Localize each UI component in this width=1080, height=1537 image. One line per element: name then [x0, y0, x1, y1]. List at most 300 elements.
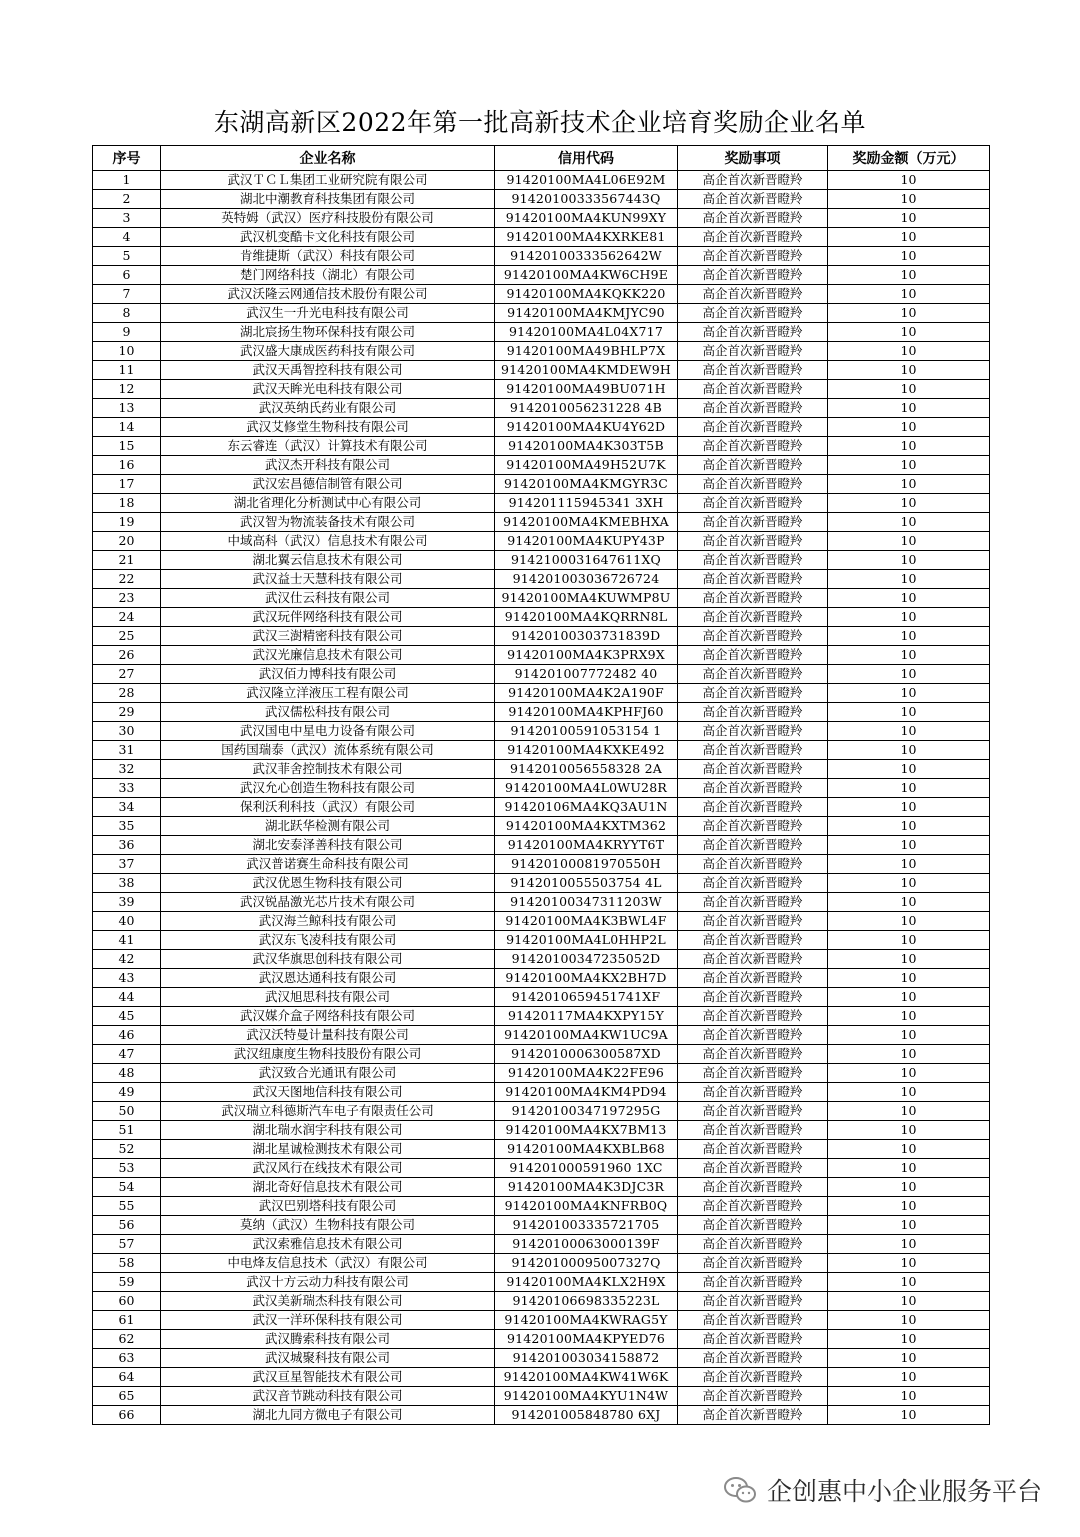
row-credit-code: 91420100MA4KXKE492 [495, 741, 678, 760]
row-award-amount: 10 [828, 931, 990, 950]
row-company-name: 武汉一洋环保科技有限公司 [161, 1311, 495, 1330]
row-award-amount: 10 [828, 266, 990, 285]
row-award-item: 高企首次新晋瞪羚 [678, 646, 828, 665]
table-row [93, 1178, 990, 1197]
row-award-amount: 10 [828, 703, 990, 722]
row-award-item: 高企首次新晋瞪羚 [678, 836, 828, 855]
row-credit-code: 91420106MA4KQ3AU1N [495, 798, 678, 817]
row-index: 8 [93, 304, 161, 323]
row-award-item: 高企首次新晋瞪羚 [678, 1273, 828, 1292]
row-index: 14 [93, 418, 161, 437]
table-row [93, 817, 990, 836]
row-company-name: 武汉十方云动力科技有限公司 [161, 1273, 495, 1292]
row-index: 62 [93, 1330, 161, 1349]
row-credit-code: 91420100303731839D [495, 627, 678, 646]
table-row [93, 1406, 990, 1425]
row-company-name: 武汉优恩生物科技有限公司 [161, 874, 495, 893]
row-index: 13 [93, 399, 161, 418]
row-company-name: 武汉风行在线技术有限公司 [161, 1159, 495, 1178]
row-company-name: 武汉英纳氏药业有限公司 [161, 399, 495, 418]
row-award-amount: 10 [828, 1121, 990, 1140]
table-row [93, 361, 990, 380]
row-award-amount: 10 [828, 494, 990, 513]
table-row [93, 912, 990, 931]
row-index: 22 [93, 570, 161, 589]
row-award-item: 高企首次新晋瞪羚 [678, 893, 828, 912]
row-credit-code: 914201003036726724 [495, 570, 678, 589]
header-index: 序号 [93, 146, 161, 171]
row-credit-code: 91420100MA4KXBLB68 [495, 1140, 678, 1159]
table-row [93, 380, 990, 399]
row-credit-code: 91420100MA49BHLP7X [495, 342, 678, 361]
row-award-item: 高企首次新晋瞪羚 [678, 418, 828, 437]
row-company-name: 武汉玩伴网络科技有限公司 [161, 608, 495, 627]
row-credit-code: 91420100MA4KQKK220 [495, 285, 678, 304]
row-index: 66 [93, 1406, 161, 1425]
row-index: 61 [93, 1311, 161, 1330]
row-award-amount: 10 [828, 874, 990, 893]
table-row [93, 893, 990, 912]
row-index: 18 [93, 494, 161, 513]
table-row [93, 836, 990, 855]
row-company-name: 武汉旭思科技有限公司 [161, 988, 495, 1007]
row-award-amount: 10 [828, 1406, 990, 1425]
table-row [93, 855, 990, 874]
row-credit-code: 91420100MA4KMGYR3C [495, 475, 678, 494]
row-company-name: 武汉隆立洋液压工程有限公司 [161, 684, 495, 703]
table-row [93, 1292, 990, 1311]
row-credit-code: 91420100347197295G [495, 1102, 678, 1121]
row-index: 11 [93, 361, 161, 380]
row-index: 25 [93, 627, 161, 646]
table-row [93, 665, 990, 684]
row-credit-code: 91420100333562642W [495, 247, 678, 266]
row-credit-code: 91420100MA4KX2BH7D [495, 969, 678, 988]
row-credit-code: 91420100MA4KMDEW9H [495, 361, 678, 380]
row-index: 10 [93, 342, 161, 361]
row-index: 44 [93, 988, 161, 1007]
row-award-amount: 10 [828, 1216, 990, 1235]
row-company-name: 武汉三澍精密科技有限公司 [161, 627, 495, 646]
row-company-name: 武汉天图地信科技有限公司 [161, 1083, 495, 1102]
row-index: 3 [93, 209, 161, 228]
row-credit-code: 91420100MA4KMJYC90 [495, 304, 678, 323]
row-company-name: 湖北中潮教育科技集团有限公司 [161, 190, 495, 209]
row-award-amount: 10 [828, 1292, 990, 1311]
row-award-item: 高企首次新晋瞪羚 [678, 988, 828, 1007]
row-award-item: 高企首次新晋瞪羚 [678, 684, 828, 703]
row-award-amount: 10 [828, 988, 990, 1007]
table-row [93, 1216, 990, 1235]
row-award-item: 高企首次新晋瞪羚 [678, 608, 828, 627]
row-credit-code: 91420100MA4KUPY43P [495, 532, 678, 551]
row-award-item: 高企首次新晋瞪羚 [678, 304, 828, 323]
row-index: 50 [93, 1102, 161, 1121]
row-credit-code: 91420106698335223L [495, 1292, 678, 1311]
row-award-item: 高企首次新晋瞪羚 [678, 1083, 828, 1102]
row-award-item: 高企首次新晋瞪羚 [678, 760, 828, 779]
row-award-amount: 10 [828, 1007, 990, 1026]
table-row [93, 1026, 990, 1045]
row-award-amount: 10 [828, 418, 990, 437]
row-award-item: 高企首次新晋瞪羚 [678, 950, 828, 969]
row-index: 36 [93, 836, 161, 855]
table-row [93, 456, 990, 475]
table-row [93, 247, 990, 266]
row-credit-code: 91420100MA4KUWMP8U [495, 589, 678, 608]
row-company-name: 武汉致合光通讯有限公司 [161, 1064, 495, 1083]
row-company-name: 武汉机变酷卡文化科技有限公司 [161, 228, 495, 247]
table-row [93, 1083, 990, 1102]
row-award-item: 高企首次新晋瞪羚 [678, 1406, 828, 1425]
row-credit-code: 91420100591053154 1 [495, 722, 678, 741]
row-company-name: 莫纳（武汉）生物科技有限公司 [161, 1216, 495, 1235]
row-award-amount: 10 [828, 855, 990, 874]
row-index: 9 [93, 323, 161, 342]
row-index: 57 [93, 1235, 161, 1254]
row-award-amount: 10 [828, 171, 990, 190]
row-index: 49 [93, 1083, 161, 1102]
row-company-name: 武汉生一升光电科技有限公司 [161, 304, 495, 323]
row-credit-code: 9142010056231228 4B [495, 399, 678, 418]
row-company-name: 武汉腾索科技有限公司 [161, 1330, 495, 1349]
row-award-amount: 10 [828, 304, 990, 323]
row-credit-code: 91420100MA4L0WU28R [495, 779, 678, 798]
row-award-amount: 10 [828, 665, 990, 684]
row-credit-code: 91420100MA4KPYED76 [495, 1330, 678, 1349]
row-company-name: 武汉索雅信息技术有限公司 [161, 1235, 495, 1254]
row-index: 47 [93, 1045, 161, 1064]
row-award-amount: 10 [828, 399, 990, 418]
row-award-amount: 10 [828, 551, 990, 570]
row-credit-code: 91420100MA4KUN99XY [495, 209, 678, 228]
row-award-amount: 10 [828, 1330, 990, 1349]
row-index: 34 [93, 798, 161, 817]
table-row [93, 1102, 990, 1121]
header-company-name: 企业名称 [161, 146, 495, 171]
row-company-name: 武汉城聚科技有限公司 [161, 1349, 495, 1368]
row-index: 2 [93, 190, 161, 209]
table-row [93, 703, 990, 722]
row-award-amount: 10 [828, 1178, 990, 1197]
row-index: 32 [93, 760, 161, 779]
table-row [93, 1140, 990, 1159]
row-credit-code: 914201115945341 3XH [495, 494, 678, 513]
table-row [93, 266, 990, 285]
row-award-amount: 10 [828, 779, 990, 798]
row-award-item: 高企首次新晋瞪羚 [678, 931, 828, 950]
header-award-item: 奖励事项 [678, 146, 828, 171]
row-award-amount: 10 [828, 323, 990, 342]
table-row [93, 760, 990, 779]
row-award-amount: 10 [828, 1102, 990, 1121]
row-award-item: 高企首次新晋瞪羚 [678, 722, 828, 741]
row-index: 7 [93, 285, 161, 304]
row-company-name: 湖北省理化分析测试中心有限公司 [161, 494, 495, 513]
row-award-item: 高企首次新晋瞪羚 [678, 1292, 828, 1311]
row-index: 6 [93, 266, 161, 285]
table-row [93, 190, 990, 209]
row-award-item: 高企首次新晋瞪羚 [678, 475, 828, 494]
row-index: 4 [93, 228, 161, 247]
table-row [93, 1387, 990, 1406]
row-company-name: 武汉佰力博科技有限公司 [161, 665, 495, 684]
row-award-item: 高企首次新晋瞪羚 [678, 380, 828, 399]
row-company-name: 武汉海兰鲸科技有限公司 [161, 912, 495, 931]
row-company-name: 武汉亘星智能技术有限公司 [161, 1368, 495, 1387]
row-index: 56 [93, 1216, 161, 1235]
table-row [93, 1064, 990, 1083]
row-index: 38 [93, 874, 161, 893]
row-credit-code: 91420100MA4K22FE96 [495, 1064, 678, 1083]
row-company-name: 英特姆（武汉）医疗科技股份有限公司 [161, 209, 495, 228]
row-index: 54 [93, 1178, 161, 1197]
table-row [93, 304, 990, 323]
row-award-amount: 10 [828, 741, 990, 760]
row-award-amount: 10 [828, 1083, 990, 1102]
row-award-amount: 10 [828, 722, 990, 741]
row-award-amount: 10 [828, 836, 990, 855]
table-row [93, 627, 990, 646]
row-award-item: 高企首次新晋瞪羚 [678, 285, 828, 304]
row-award-item: 高企首次新晋瞪羚 [678, 741, 828, 760]
table-row [93, 608, 990, 627]
row-award-item: 高企首次新晋瞪羚 [678, 1045, 828, 1064]
row-award-item: 高企首次新晋瞪羚 [678, 969, 828, 988]
row-award-item: 高企首次新晋瞪羚 [678, 1254, 828, 1273]
row-index: 41 [93, 931, 161, 950]
row-credit-code: 91420100MA4KLX2H9X [495, 1273, 678, 1292]
row-award-item: 高企首次新晋瞪羚 [678, 209, 828, 228]
row-company-name: 武汉杰开科技有限公司 [161, 456, 495, 475]
row-credit-code: 91420100MA4KNFRB0Q [495, 1197, 678, 1216]
row-award-amount: 10 [828, 589, 990, 608]
table-row [93, 342, 990, 361]
row-company-name: 武汉普诺赛生命科技有限公司 [161, 855, 495, 874]
row-index: 33 [93, 779, 161, 798]
row-award-item: 高企首次新晋瞪羚 [678, 494, 828, 513]
row-award-item: 高企首次新晋瞪羚 [678, 855, 828, 874]
row-company-name: 武汉巴别塔科技有限公司 [161, 1197, 495, 1216]
table-row [93, 1311, 990, 1330]
row-company-name: 湖北奇好信息技术有限公司 [161, 1178, 495, 1197]
row-company-name: 武汉国电中星电力设备有限公司 [161, 722, 495, 741]
row-company-name: 武汉华旗思创科技有限公司 [161, 950, 495, 969]
row-credit-code: 91420100MA4KW41W6K [495, 1368, 678, 1387]
row-company-name: 武汉沃特曼计量科技有限公司 [161, 1026, 495, 1045]
row-award-amount: 10 [828, 361, 990, 380]
row-award-item: 高企首次新晋瞪羚 [678, 247, 828, 266]
table-row [93, 1330, 990, 1349]
row-credit-code: 91420100MA4KW1UC9A [495, 1026, 678, 1045]
row-award-amount: 10 [828, 570, 990, 589]
watermark [723, 1470, 1042, 1510]
row-award-item: 高企首次新晋瞪羚 [678, 589, 828, 608]
row-credit-code: 91420100MA4K3BWL4F [495, 912, 678, 931]
row-company-name: 武汉媒介盒子网络科技有限公司 [161, 1007, 495, 1026]
row-company-name: 武汉菲舍控制技术有限公司 [161, 760, 495, 779]
row-index: 37 [93, 855, 161, 874]
row-award-item: 高企首次新晋瞪羚 [678, 1007, 828, 1026]
row-award-item: 高企首次新晋瞪羚 [678, 342, 828, 361]
row-award-item: 高企首次新晋瞪羚 [678, 1159, 828, 1178]
row-credit-code: 91420100347235052D [495, 950, 678, 969]
row-company-name: 中电烽友信息技术（武汉）有限公司 [161, 1254, 495, 1273]
table-body [93, 171, 990, 1425]
row-credit-code: 91420100MA4KQRRN8L [495, 608, 678, 627]
row-index: 27 [93, 665, 161, 684]
table-row [93, 437, 990, 456]
row-company-name: 湖北九同方微电子有限公司 [161, 1406, 495, 1425]
row-award-item: 高企首次新晋瞪羚 [678, 1311, 828, 1330]
table-row [93, 589, 990, 608]
table-row [93, 323, 990, 342]
row-award-item: 高企首次新晋瞪羚 [678, 399, 828, 418]
row-credit-code: 91420100MA4L06E92M [495, 171, 678, 190]
row-company-name: 湖北跃华检测有限公司 [161, 817, 495, 836]
row-company-name: 武汉东飞凌科技有限公司 [161, 931, 495, 950]
row-credit-code: 91420100MA4KXTM362 [495, 817, 678, 836]
row-index: 59 [93, 1273, 161, 1292]
page-title: 东湖高新区2022年第一批高新技术企业培育奖励企业名单 [213, 108, 867, 137]
row-company-name: 保利沃利科技（武汉）有限公司 [161, 798, 495, 817]
row-company-name: 武汉沃隆云网通信技术股份有限公司 [161, 285, 495, 304]
row-index: 46 [93, 1026, 161, 1045]
row-index: 35 [93, 817, 161, 836]
row-index: 40 [93, 912, 161, 931]
row-award-item: 高企首次新晋瞪羚 [678, 1387, 828, 1406]
table-row [93, 779, 990, 798]
row-award-item: 高企首次新晋瞪羚 [678, 779, 828, 798]
row-award-item: 高企首次新晋瞪羚 [678, 456, 828, 475]
row-credit-code: 91420100MA4KW6CH9E [495, 266, 678, 285]
watermark-text: 企创惠中小企业服务平台 [766, 1477, 1042, 1506]
row-index: 1 [93, 171, 161, 190]
row-index: 52 [93, 1140, 161, 1159]
row-credit-code: 91420100MA4KRYYT6T [495, 836, 678, 855]
table-row [93, 494, 990, 513]
row-award-item: 高企首次新晋瞪羚 [678, 323, 828, 342]
row-award-amount: 10 [828, 760, 990, 779]
row-award-item: 高企首次新晋瞪羚 [678, 1349, 828, 1368]
row-award-item: 高企首次新晋瞪羚 [678, 1102, 828, 1121]
row-award-amount: 10 [828, 1311, 990, 1330]
row-award-amount: 10 [828, 247, 990, 266]
row-index: 19 [93, 513, 161, 532]
table-row [93, 570, 990, 589]
row-company-name: 湖北安泰泽善科技有限公司 [161, 836, 495, 855]
row-index: 63 [93, 1349, 161, 1368]
row-award-amount: 10 [828, 1254, 990, 1273]
row-index: 12 [93, 380, 161, 399]
row-award-item: 高企首次新晋瞪羚 [678, 532, 828, 551]
row-credit-code: 91420100MA4L0HHP2L [495, 931, 678, 950]
row-award-amount: 10 [828, 1140, 990, 1159]
table-row [93, 1197, 990, 1216]
table-row [93, 874, 990, 893]
row-credit-code: 9142100031647611XQ [495, 551, 678, 570]
row-index: 51 [93, 1121, 161, 1140]
row-company-name: 武汉音节跳动科技有限公司 [161, 1387, 495, 1406]
row-index: 21 [93, 551, 161, 570]
row-index: 64 [93, 1368, 161, 1387]
row-award-item: 高企首次新晋瞪羚 [678, 190, 828, 209]
row-index: 55 [93, 1197, 161, 1216]
row-credit-code: 91420100MA4KWRAG5Y [495, 1311, 678, 1330]
row-award-amount: 10 [828, 893, 990, 912]
row-company-name: 武汉ＴＣＬ集团工业研究院有限公司 [161, 171, 495, 190]
row-credit-code: 91420100MA4K2A190F [495, 684, 678, 703]
table-row [93, 1254, 990, 1273]
row-index: 17 [93, 475, 161, 494]
row-award-amount: 10 [828, 190, 990, 209]
row-award-amount: 10 [828, 1045, 990, 1064]
row-credit-code: 914201003335721705 [495, 1216, 678, 1235]
row-index: 29 [93, 703, 161, 722]
row-credit-code: 914201005848780 6XJ [495, 1406, 678, 1425]
row-award-item: 高企首次新晋瞪羚 [678, 228, 828, 247]
row-credit-code: 914201000591960 1XC [495, 1159, 678, 1178]
row-index: 16 [93, 456, 161, 475]
row-credit-code: 91420100MA4KU4Y62D [495, 418, 678, 437]
row-award-amount: 10 [828, 456, 990, 475]
row-index: 43 [93, 969, 161, 988]
row-company-name: 武汉瑞立科德斯汽车电子有限责任公司 [161, 1102, 495, 1121]
table-row [93, 722, 990, 741]
row-index: 15 [93, 437, 161, 456]
row-index: 39 [93, 893, 161, 912]
table-row [93, 950, 990, 969]
row-credit-code: 9142010056558328 2A [495, 760, 678, 779]
row-award-amount: 10 [828, 646, 990, 665]
table-row [93, 1045, 990, 1064]
row-credit-code: 914201003034158872 [495, 1349, 678, 1368]
row-credit-code: 914201007772482 40 [495, 665, 678, 684]
row-company-name: 武汉恩达通科技有限公司 [161, 969, 495, 988]
row-company-name: 武汉儒松科技有限公司 [161, 703, 495, 722]
row-award-amount: 10 [828, 209, 990, 228]
row-credit-code: 91420100347311203W [495, 893, 678, 912]
wechat-icon [723, 1475, 757, 1505]
table-row [93, 1235, 990, 1254]
row-credit-code: 91420117MA4KXPY15Y [495, 1007, 678, 1026]
row-award-item: 高企首次新晋瞪羚 [678, 912, 828, 931]
table-row [93, 1007, 990, 1026]
row-index: 5 [93, 247, 161, 266]
row-award-amount: 10 [828, 798, 990, 817]
row-index: 23 [93, 589, 161, 608]
row-award-item: 高企首次新晋瞪羚 [678, 798, 828, 817]
row-credit-code: 91420100063000139F [495, 1235, 678, 1254]
table-row [93, 532, 990, 551]
table-row [93, 399, 990, 418]
row-company-name: 湖北翼云信息技术有限公司 [161, 551, 495, 570]
row-award-amount: 10 [828, 1387, 990, 1406]
row-credit-code: 91420100MA4KYU1N4W [495, 1387, 678, 1406]
row-company-name: 武汉智为物流装备技术有限公司 [161, 513, 495, 532]
row-award-amount: 10 [828, 380, 990, 399]
row-company-name: 国药国瑞泰（武汉）流体系统有限公司 [161, 741, 495, 760]
row-award-amount: 10 [828, 1235, 990, 1254]
row-award-item: 高企首次新晋瞪羚 [678, 1026, 828, 1045]
row-index: 26 [93, 646, 161, 665]
row-award-amount: 10 [828, 228, 990, 247]
row-company-name: 武汉仕云科技有限公司 [161, 589, 495, 608]
table-row [93, 285, 990, 304]
table-row [93, 209, 990, 228]
row-index: 31 [93, 741, 161, 760]
row-index: 53 [93, 1159, 161, 1178]
